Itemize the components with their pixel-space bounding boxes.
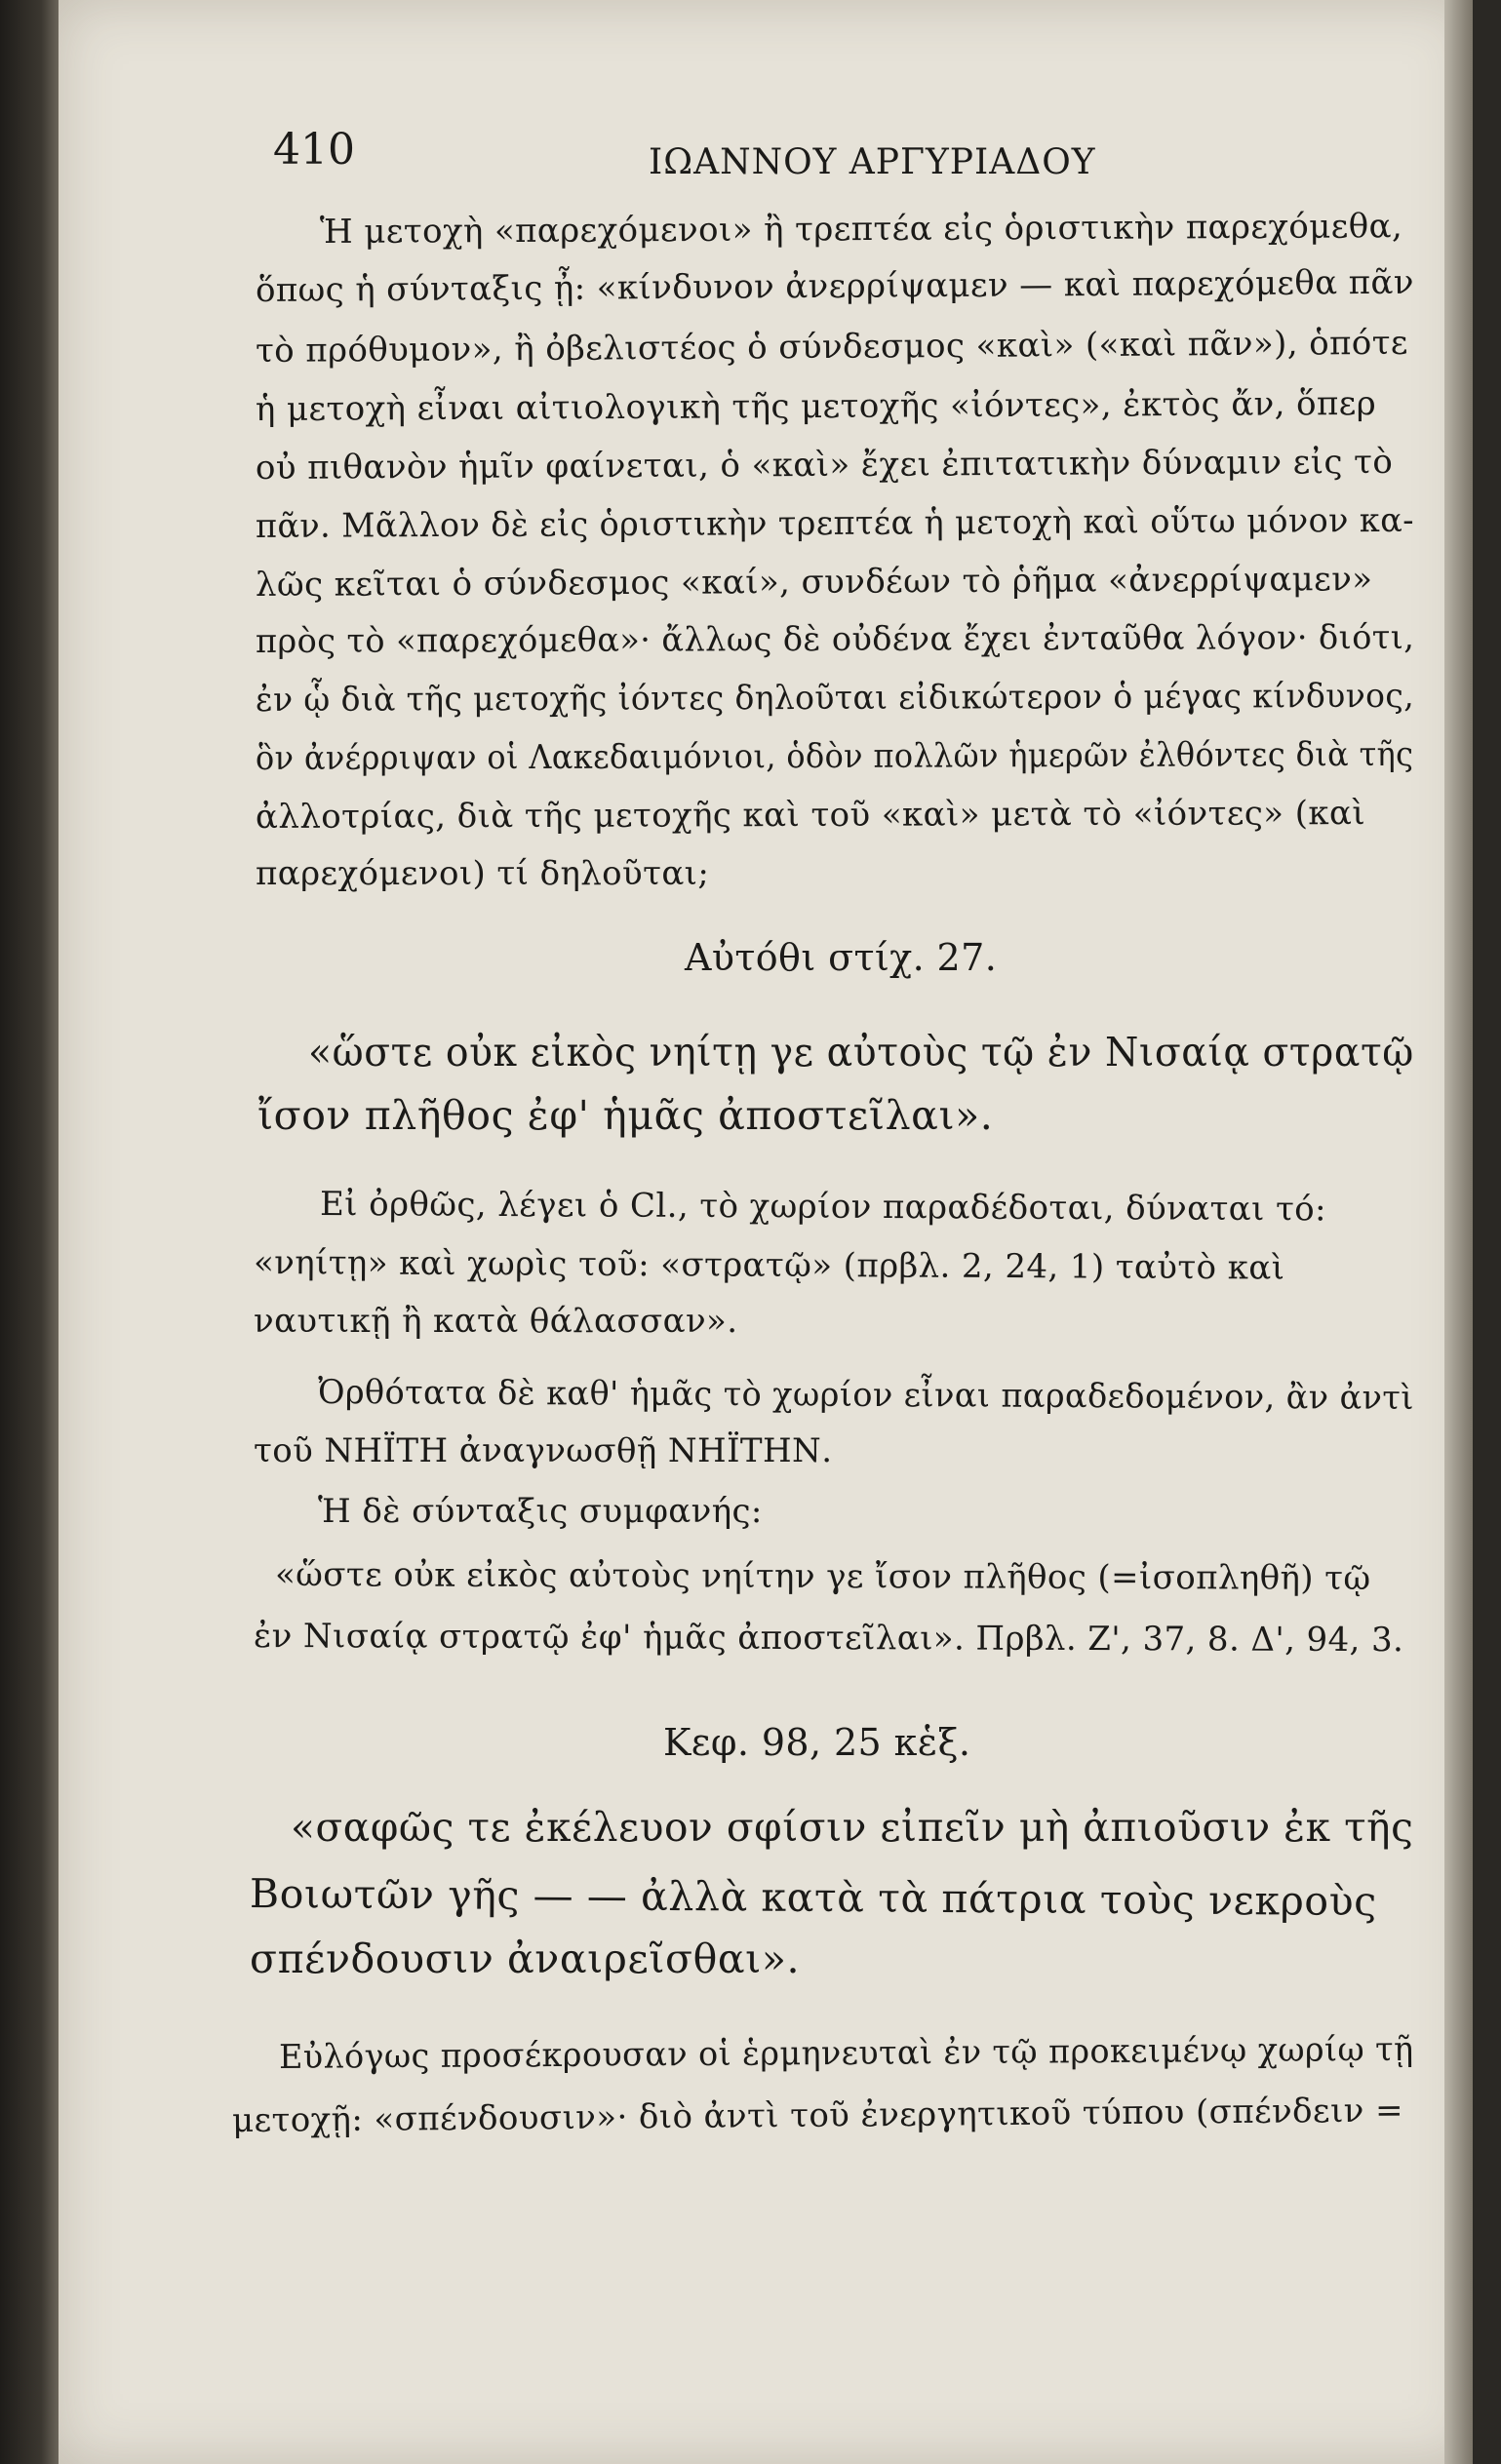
paragraph-line: ναυτικῇ ἢ κατὰ θάλασσαν». — [254, 1302, 738, 1341]
page-number: 410 — [273, 125, 355, 175]
paragraph-line: Ἡ μετοχὴ «παρεχόμενοι» ἢ τρεπτέα εἰς ὁριστικὴν παρεχόμεθα, — [319, 207, 1403, 252]
paragraph-line: Ὀρθότατα δὲ καθ' ἡμᾶς τὸ χωρίον εἶναι παραδεδομένον, ἂν ἀντὶ — [317, 1373, 1414, 1418]
book-binding-shadow — [0, 0, 59, 2464]
paragraph-line: λῶς κεῖται ὁ σύνδεσμος «καί», συνδέων τὸ ῥῆμα «ἀνερρίψαμεν» — [255, 560, 1373, 605]
quote-line: «ὥστε οὐκ εἰκὸς νηίτῃ γε αὐτοὺς τῷ ἐν Νισαίᾳ στρατῷ — [308, 1029, 1414, 1076]
paragraph-line: πρὸς τὸ «παρεχόμεθα»· ἄλλως δὲ οὐδένα ἔχει ἐνταῦθα λόγον· διότι, — [255, 617, 1415, 661]
section-heading-2: Κεφ. 98, 25 κἑξ. — [663, 1721, 971, 1764]
page-edge-shadow — [1444, 0, 1473, 2464]
quote-line: ἴσον πλῆθος ἐφ' ἡμᾶς ἀποστεῖλαι». — [257, 1092, 994, 1139]
paragraph-line: Εὐλόγως προσέκρουσαν οἱ ἑρμηνευταὶ ἐν τῷ προκειμένῳ χωρίῳ τῇ — [278, 2029, 1414, 2077]
paragraph-line: Ἡ δὲ σύνταξις συμφανής: — [318, 1492, 763, 1531]
paragraph-line: μετοχῇ: «σπένδουσιν»· διὸ ἀντὶ τοῦ ἐνεργητικοῦ τύπου (σπένδειν = — [231, 2091, 1404, 2140]
book-page — [59, 0, 1473, 2464]
paragraph-line: πᾶν. Μᾶλλον δὲ εἰς ὁριστικὴν τρεπτέα ἡ μετοχὴ καὶ οὕτω μόνον κα- — [255, 500, 1414, 546]
paragraph-line: τοῦ ΝΗΪΤΗ ἀναγνωσθῇ ΝΗΪΤΗΝ. — [254, 1431, 833, 1470]
quote-line: σπένδουσιν ἀναιρεῖσθαι». — [250, 1936, 801, 1982]
paragraph-line: παρεχόμενοι) τί δηλοῦται; — [256, 854, 710, 893]
paragraph-line: ἀλλοτρίας, διὰ τῆς μετοχῆς καὶ τοῦ «καὶ» μετὰ τὸ «ἰόντες» (καὶ — [255, 794, 1366, 837]
paragraph-line: ἐν Νισαίᾳ στρατῷ ἐφ' ἡμᾶς ἀποστεῖλαι». Πρβλ. Ζ', 37, 8. Δ', 94, 3. — [253, 1617, 1404, 1661]
paragraph-line: οὐ πιθανὸν ἡμῖν φαίνεται, ὁ «καὶ» ἔχει ἐπιτατικὴν δύναμιν εἰς τὸ — [255, 442, 1394, 488]
paragraph-line: «νηίτῃ» καὶ χωρὶς τοῦ: «στρατῷ» (πρβλ. 2, 24, 1) ταὐτὸ καὶ — [253, 1243, 1285, 1288]
paragraph-line: ὃν ἀνέρριψαν οἱ Λακεδαιμόνιοι, ὁδὸν πολλῶν ἡμερῶν ἐλθόντες διὰ τῆς — [255, 734, 1414, 778]
paragraph-line: Εἰ ὀρθῶς, λέγει ὁ Cl., τὸ χωρίον παραδέδοται, δύναται τό: — [319, 1185, 1327, 1230]
running-title: ΙΩΑΝΝΟΥ ΑΡΓΥΡΙΑΔΟΥ — [649, 142, 1096, 182]
paragraph-line: ἡ μετοχὴ εἶναι αἰτιολογικὴ τῆς μετοχῆς «ἰόντες», ἐκτὸς ἄν, ὅπερ — [255, 383, 1377, 429]
paragraph-line: ἐν ᾧ διὰ τῆς μετοχῆς ἰόντες δηλοῦται εἰδικώτερον ὁ μέγας κίνδυνος, — [255, 676, 1415, 720]
paragraph-line: τὸ πρόθυμον», ἢ ὀβελιστέος ὁ σύνδεσμος «καὶ» («καὶ πᾶν»), ὁπότε — [255, 323, 1409, 371]
quote-line: «σαφῶς τε ἐκέλευον σφίσιν εἰπεῖν μὴ ἀπιοῦσιν ἐκ τῆς — [291, 1804, 1414, 1851]
quote-line: Βοιωτῶν γῆς — — ἀλλὰ κατὰ τὰ πάτρια τοὺς νεκροὺς — [249, 1870, 1377, 1926]
paragraph-line: «ὥστε οὐκ εἰκὸς αὐτοὺς νηίτην γε ἴσον πλῆθος (=ἰσοπληθῆ) τῷ — [274, 1555, 1371, 1598]
section-heading-1: Αὐτόθι στίχ. 27. — [685, 936, 998, 979]
paragraph-line: ὅπως ἡ σύνταξις ᾖ: «κίνδυνον ἀνερρίψαμεν — καὶ παρεχόμεθα πᾶν — [255, 262, 1414, 310]
